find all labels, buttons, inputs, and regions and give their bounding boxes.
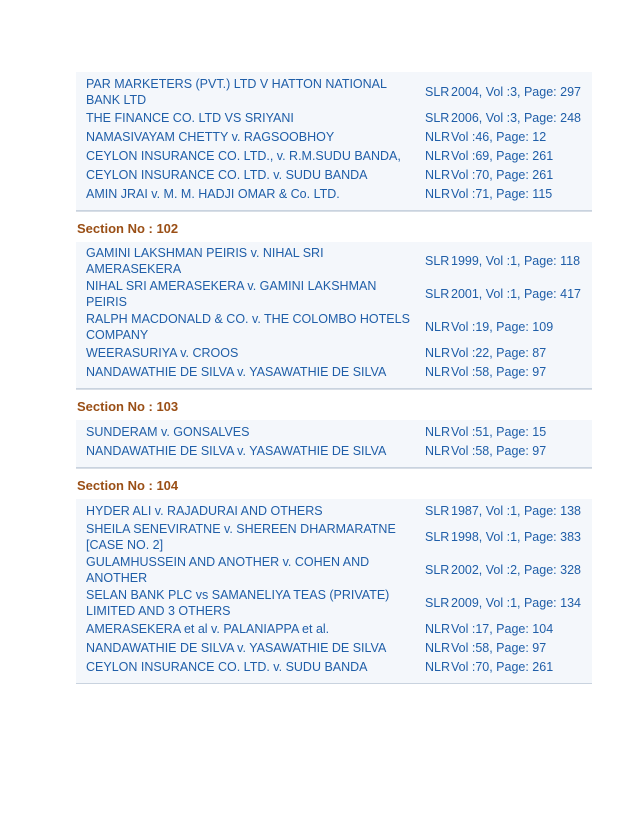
case-row bbox=[76, 311, 592, 344]
case-row bbox=[76, 76, 592, 109]
case-row bbox=[76, 639, 592, 658]
case-row bbox=[76, 147, 592, 166]
case-name: CEYLON INSURANCE CO. LTD., v. R.M.SUDU BANDA, bbox=[86, 149, 401, 163]
case-name: WEERASURIYA v. CROOS bbox=[86, 346, 239, 360]
law-report-code: SLR bbox=[425, 504, 450, 518]
case-name: SUNDERAM v. GONSALVES bbox=[86, 425, 250, 439]
citation: Vol :58, Page: 97 bbox=[451, 444, 547, 458]
citation: Vol :70, Page: 261 bbox=[451, 660, 554, 674]
citation: 1987, Vol :1, Page: 138 bbox=[451, 503, 581, 518]
case-reference bbox=[423, 345, 592, 361]
case-reference bbox=[423, 529, 592, 545]
law-report-code: NLR bbox=[425, 444, 451, 458]
case-row bbox=[76, 587, 592, 620]
case-reference bbox=[423, 167, 592, 183]
case-list-document bbox=[76, 72, 592, 684]
case-row bbox=[76, 109, 592, 128]
law-report-code: SLR bbox=[425, 111, 450, 125]
case-row bbox=[76, 423, 592, 442]
citation: Vol :46, Page: 12 bbox=[451, 130, 547, 144]
law-report-code: NLR bbox=[425, 425, 451, 439]
case-name: SHEILA SENEVIRATNE v. SHEREEN DHARMARATNE [CASE NO. 2] bbox=[86, 522, 396, 552]
citation: Vol :71, Page: 115 bbox=[451, 187, 553, 201]
law-report-code: NLR bbox=[425, 149, 451, 163]
case-name: RALPH MACDONALD & CO. v. THE COLOMBO HOTELS COMPANY bbox=[86, 312, 410, 342]
section-heading: Section No : 104 bbox=[76, 468, 592, 499]
case-name: AMIN JRAI v. M. M. HADJI OMAR & Co. LTD. bbox=[86, 187, 340, 201]
law-report-code: SLR bbox=[425, 287, 450, 301]
law-report-code: NLR bbox=[425, 346, 451, 360]
case-name: NANDAWATHIE DE SILVA v. YASAWATHIE DE SILVA bbox=[86, 641, 387, 655]
citation: Vol :58, Page: 97 bbox=[451, 641, 547, 655]
case-reference bbox=[423, 148, 592, 164]
law-report-code: NLR bbox=[425, 168, 451, 182]
case-name: THE FINANCE CO. LTD VS SRIYANI bbox=[86, 111, 294, 125]
citation: Vol :58, Page: 97 bbox=[451, 365, 547, 379]
case-table bbox=[76, 72, 592, 211]
case-row bbox=[76, 442, 592, 461]
case-row bbox=[76, 554, 592, 587]
case-row bbox=[76, 344, 592, 363]
law-report-code: SLR bbox=[425, 563, 450, 577]
case-row bbox=[76, 245, 592, 278]
case-table bbox=[76, 420, 592, 468]
citation: 2006, Vol :3, Page: 248 bbox=[451, 110, 581, 125]
citation: 2002, Vol :2, Page: 328 bbox=[451, 562, 581, 577]
citation: 2004, Vol :3, Page: 297 bbox=[451, 84, 581, 99]
case-reference bbox=[423, 110, 592, 126]
citation: Vol :19, Page: 109 bbox=[451, 320, 554, 334]
case-name: NIHAL SRI AMERASEKERA v. GAMINI LAKSHMAN PEIRIS bbox=[86, 279, 377, 309]
section-heading: Section No : 102 bbox=[76, 211, 592, 242]
case-reference bbox=[423, 186, 592, 202]
case-name: GULAMHUSSEIN AND ANOTHER v. COHEN AND ANOTHER bbox=[86, 555, 370, 585]
law-report-code: NLR bbox=[425, 187, 451, 201]
law-report-code: SLR bbox=[425, 596, 450, 610]
law-report-code: NLR bbox=[425, 130, 451, 144]
case-row bbox=[76, 620, 592, 639]
case-row bbox=[76, 185, 592, 204]
case-reference bbox=[423, 253, 592, 269]
case-row bbox=[76, 363, 592, 382]
case-reference bbox=[423, 129, 592, 145]
case-reference bbox=[423, 503, 592, 519]
case-name: NAMASIVAYAM CHETTY v. RAGSOOBHOY bbox=[86, 130, 335, 144]
case-row bbox=[76, 166, 592, 185]
case-name: HYDER ALI v. RAJADURAI AND OTHERS bbox=[86, 504, 323, 518]
citation: 1999, Vol :1, Page: 118 bbox=[451, 253, 581, 268]
case-row bbox=[76, 128, 592, 147]
law-report-code: SLR bbox=[425, 85, 450, 99]
case-reference bbox=[423, 424, 592, 440]
case-name: GAMINI LAKSHMAN PEIRIS v. NIHAL SRI AMERASEKERA bbox=[86, 246, 324, 276]
law-report-code: SLR bbox=[425, 530, 450, 544]
citation: Vol :70, Page: 261 bbox=[451, 168, 554, 182]
citation: 1998, Vol :1, Page: 383 bbox=[451, 529, 581, 544]
case-reference bbox=[423, 319, 592, 335]
law-report-code: NLR bbox=[425, 320, 451, 334]
case-reference bbox=[423, 659, 592, 675]
case-row bbox=[76, 502, 592, 521]
case-reference bbox=[423, 443, 592, 459]
case-name: PAR MARKETERS (PVT.) LTD V HATTON NATIONAL BANK LTD bbox=[86, 77, 387, 107]
law-report-code: NLR bbox=[425, 641, 451, 655]
citation: Vol :69, Page: 261 bbox=[451, 149, 554, 163]
case-reference bbox=[423, 595, 592, 611]
case-table bbox=[76, 499, 592, 684]
citation: Vol :22, Page: 87 bbox=[451, 346, 547, 360]
citation: Vol :51, Page: 15 bbox=[451, 425, 547, 439]
case-name: NANDAWATHIE DE SILVA v. YASAWATHIE DE SILVA bbox=[86, 365, 387, 379]
case-name: CEYLON INSURANCE CO. LTD. v. SUDU BANDA bbox=[86, 168, 368, 182]
case-reference bbox=[423, 621, 592, 637]
case-row bbox=[76, 278, 592, 311]
citation: 2009, Vol :1, Page: 134 bbox=[451, 595, 581, 610]
citation: 2001, Vol :1, Page: 417 bbox=[451, 286, 581, 301]
case-reference bbox=[423, 286, 592, 302]
case-name: SELAN BANK PLC vs SAMANELIYA TEAS (PRIVATE) LIMITED AND 3 OTHERS bbox=[86, 588, 390, 618]
case-name: NANDAWATHIE DE SILVA v. YASAWATHIE DE SILVA bbox=[86, 444, 387, 458]
law-report-code: NLR bbox=[425, 622, 451, 636]
case-row bbox=[76, 658, 592, 677]
section-heading: Section No : 103 bbox=[76, 389, 592, 420]
case-reference bbox=[423, 84, 592, 100]
case-reference bbox=[423, 562, 592, 578]
case-table bbox=[76, 242, 592, 389]
case-reference bbox=[423, 364, 592, 380]
law-report-code: SLR bbox=[425, 254, 450, 268]
case-name: CEYLON INSURANCE CO. LTD. v. SUDU BANDA bbox=[86, 660, 368, 674]
case-row bbox=[76, 521, 592, 554]
case-reference bbox=[423, 640, 592, 656]
law-report-code: NLR bbox=[425, 365, 451, 379]
citation: Vol :17, Page: 104 bbox=[451, 622, 554, 636]
case-name: AMERASEKERA et al v. PALANIAPPA et al. bbox=[86, 622, 330, 636]
law-report-code: NLR bbox=[425, 660, 451, 674]
